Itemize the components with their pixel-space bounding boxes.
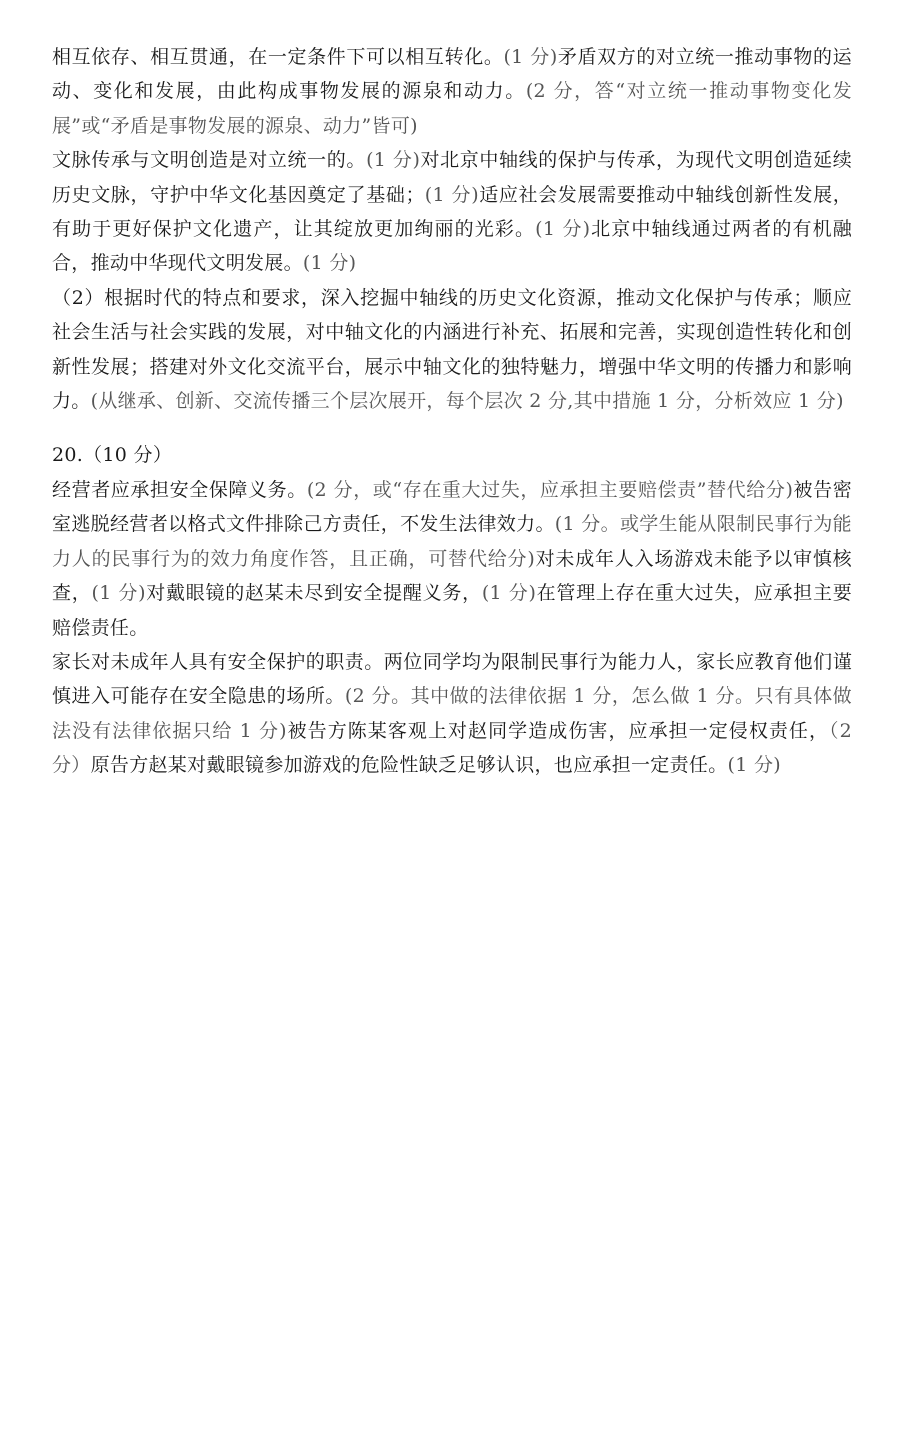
score-note: (1 分) [302,252,357,275]
paragraph-parent-duty [52,645,852,783]
text: 适应社会发展需要推动中轴线创新性发展，有助于更好保护文化遗产，让其绽放更加绚丽的光彩。 [52,183,853,241]
score-note: (从继承、创新、交流传播三个层次展开，每个层次 2 分,其中措施 1 分，分析效应 1 分) [90,390,844,413]
text: 被告方陈某客观上对赵同学造成伤害，应承担一定侵权责任， [286,719,830,742]
text: 对北京中轴线的保护与传承，为现代文明创造延续历史文脉，守护中华文化基因奠定了基础； [52,149,852,206]
question-20-heading: 20.（10 分） [52,444,173,467]
score-note: (1 分) [535,218,591,241]
score-note: (1 分) [424,183,479,206]
text: 矛盾双方的对立统一推动事物的运动、变化和发展，由此构成事物发展的源泉和动力。 [52,46,852,103]
score-note: (1 分) [503,46,558,68]
answer-document [52,40,852,783]
text: 文脉传承与文明创造是对立统一的。 [52,149,367,172]
score-note: (2 分，或“存在重大过失，应承担主要赔偿责”替代给分) [306,478,794,501]
text: 被告密室逃脱经营者以格式文件排除己方责任，不发生法律效力。 [52,478,853,536]
paragraph-operator-duty [52,473,852,645]
score-note: (2 分。其中做的法律依据 1 分，怎么做 1 分。只有具体做法没有法律依据只给 1 分) [52,685,852,742]
text: 对未成年人入场游戏未能予以审慎核查， [52,547,852,605]
score-note: (2 分，答“对立统一推动事物变化发展”或“矛盾是事物发展的源泉、动力”皆可) [52,80,852,137]
text: 家长对未成年人具有安全保护的职责。两位同学均为限制民事行为能力人，家长应教育他们谨慎进入可能存在安全隐患的场所。 [52,650,852,708]
text: 经营者应承担安全保障义务。 [52,478,307,501]
score-note: (1 分。或学生能从限制民事行为能力人的民事行为的效力角度作答，且正确，可替代给分) [52,513,852,570]
paragraph-contradiction [52,40,852,143]
text: 在管理上存在重大过失，应承担主要赔偿责任。 [52,582,853,639]
text: 对戴眼镜的赵某未尽到安全提醒义务， [145,582,482,605]
paragraph-cultural-heritage [52,143,852,281]
text: 相互依存、相互贯通，在一定条件下可以相互转化。 [52,46,504,68]
text: 原告方赵某对戴眼镜参加游戏的危险性缺乏足够认识，也应承担一定责任。 [90,754,728,777]
score-note: (1 分) [727,754,781,777]
score-note: (1 分) [91,582,146,605]
text: （2）根据时代的特点和要求，深入挖掘中轴线的历史文化资源，推动文化保护与传承；顺应社会生活与社会实践的发展，对中轴文化的内涵进行补充、拓展和完善，实现创造性转化和创新性发展；搭建对外文化交流平台，展示中轴文化的独特魅力，增强中华文明的传播力和影响力。 [52,286,852,413]
score-note: （2 分） [52,719,852,777]
score-note: (1 分) [366,149,421,172]
score-note: (1 分) [481,582,537,605]
text: 北京中轴线通过两者的有机融合，推动中华现代文明发展。 [52,218,853,275]
paragraph-subquestion-2 [52,281,852,419]
